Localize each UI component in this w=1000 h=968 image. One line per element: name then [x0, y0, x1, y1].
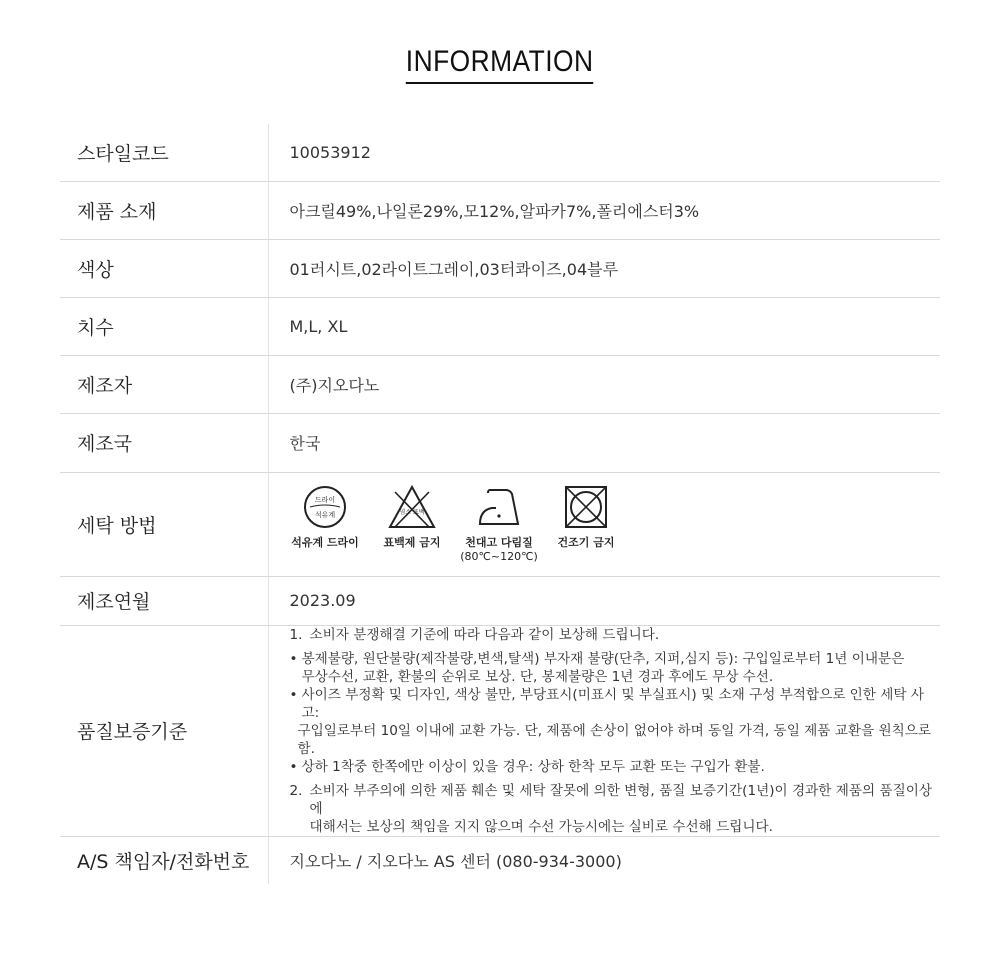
care-icons — [282, 484, 941, 564]
quality-item-1: 1. 소비자 분쟁해결 기준에 따라 다음과 같이 보상해 드립니다. — [289, 626, 660, 643]
dry-clean-icon — [302, 484, 348, 530]
material-value: 아크릴49%,나일론29%,모12%,알파카7%,폴리에스터3% — [289, 201, 700, 221]
quality-text — [290, 626, 941, 836]
table-row — [60, 239, 940, 297]
table-row — [60, 836, 940, 884]
table-row — [60, 297, 940, 355]
washing-label: 세탁 방법 — [60, 472, 268, 576]
care-caption: 석유계 드라이 — [291, 536, 359, 549]
quality-bullet: • 봉제불량, 원단불량(제작불량,변색,탈색) 부자재 불량(단추, 지퍼,심지 등): 구입일로부터 1년 이내분은 — [289, 650, 905, 667]
care-caption: 표백제 금지 — [383, 536, 441, 549]
date-value: 2023.09 — [289, 591, 356, 610]
quality-bullet-cont: 무상수선, 교환, 환불의 순위로 보상. 단, 봉제불량은 1년 경과 후에도 무상 수선. — [301, 668, 774, 685]
quality-bullet: • 사이즈 부정확 및 디자인, 색상 불만, 부당표시(미표시 및 부실표시) 및 소재 구성 부적합으로 인한 세탁 사고: — [289, 686, 924, 721]
no-bleach-inner: 염소 표백 — [399, 509, 425, 516]
as-value: 지오다노 / 지오다노 AS 센터 (080-934-3000) — [289, 851, 622, 871]
table-row — [60, 124, 940, 181]
as-label: A/S 책임자/전화번호 — [60, 836, 268, 884]
color-value: 01러시트,02라이트그레이,03터콰이즈,04블루 — [289, 259, 619, 279]
table-row — [60, 413, 940, 472]
product-info-table — [60, 124, 940, 884]
no-bleach-icon — [387, 484, 437, 530]
care-caption: 천대고 다림질 — [465, 536, 533, 549]
no-tumble-dry-icon — [563, 484, 609, 530]
page-title: INFORMATION — [0, 44, 1000, 84]
washing-value — [268, 472, 940, 576]
dry-clean-inner-top: 드라이 — [314, 496, 336, 504]
care-caption-temp: (80℃~120℃) — [460, 550, 538, 563]
care-item — [369, 484, 456, 550]
dry-clean-inner-bottom: 석유계 — [314, 511, 336, 519]
maker-label: 제조자 — [60, 355, 268, 413]
table-row — [60, 181, 940, 239]
country-label: 제조국 — [60, 413, 268, 472]
material-label: 제품 소재 — [60, 181, 268, 239]
quality-value — [268, 625, 940, 836]
quality-item-2: 2. 소비자 부주의에 의한 제품 훼손 및 세탁 잘못에 의한 변형, 품질 보증기간(1년)이 경과한 제품의 품질이상에 — [289, 782, 932, 817]
size-label: 치수 — [60, 297, 268, 355]
size-value: M,L, XL — [289, 316, 348, 336]
quality-item-2-cont: 대해서는 보상의 책임을 지지 않으며 수선 가능시에는 실비로 수선해 드립니다. — [309, 818, 773, 835]
table-row — [60, 625, 940, 836]
table-row — [60, 472, 940, 576]
maker-value: (주)지오다노 — [289, 375, 380, 395]
care-item — [282, 484, 369, 550]
table-row — [60, 576, 940, 625]
country-value: 한국 — [289, 434, 321, 453]
table-row — [60, 355, 940, 413]
quality-label: 품질보증기준 — [60, 625, 268, 836]
care-item — [456, 484, 543, 564]
iron-icon — [476, 484, 522, 530]
style-code-value: 10053912 — [289, 142, 371, 162]
quality-bullet: • 상하 1착중 한쪽에만 이상이 있을 경우: 상하 한착 모두 교환 또는 구입가 환불. — [289, 758, 765, 775]
quality-bullet-cont: 구입일로부터 10일 이내에 교환 가능. 단, 제품에 손상이 없어야 하며 동일 가격, 동일 제품 교환을 원칙으로 함. — [297, 722, 931, 757]
date-label: 제조연월 — [60, 576, 268, 625]
care-item — [543, 484, 630, 550]
style-code-label: 스타일코드 — [60, 124, 268, 181]
care-caption: 건조기 금지 — [557, 536, 615, 549]
color-label: 색상 — [60, 239, 268, 297]
